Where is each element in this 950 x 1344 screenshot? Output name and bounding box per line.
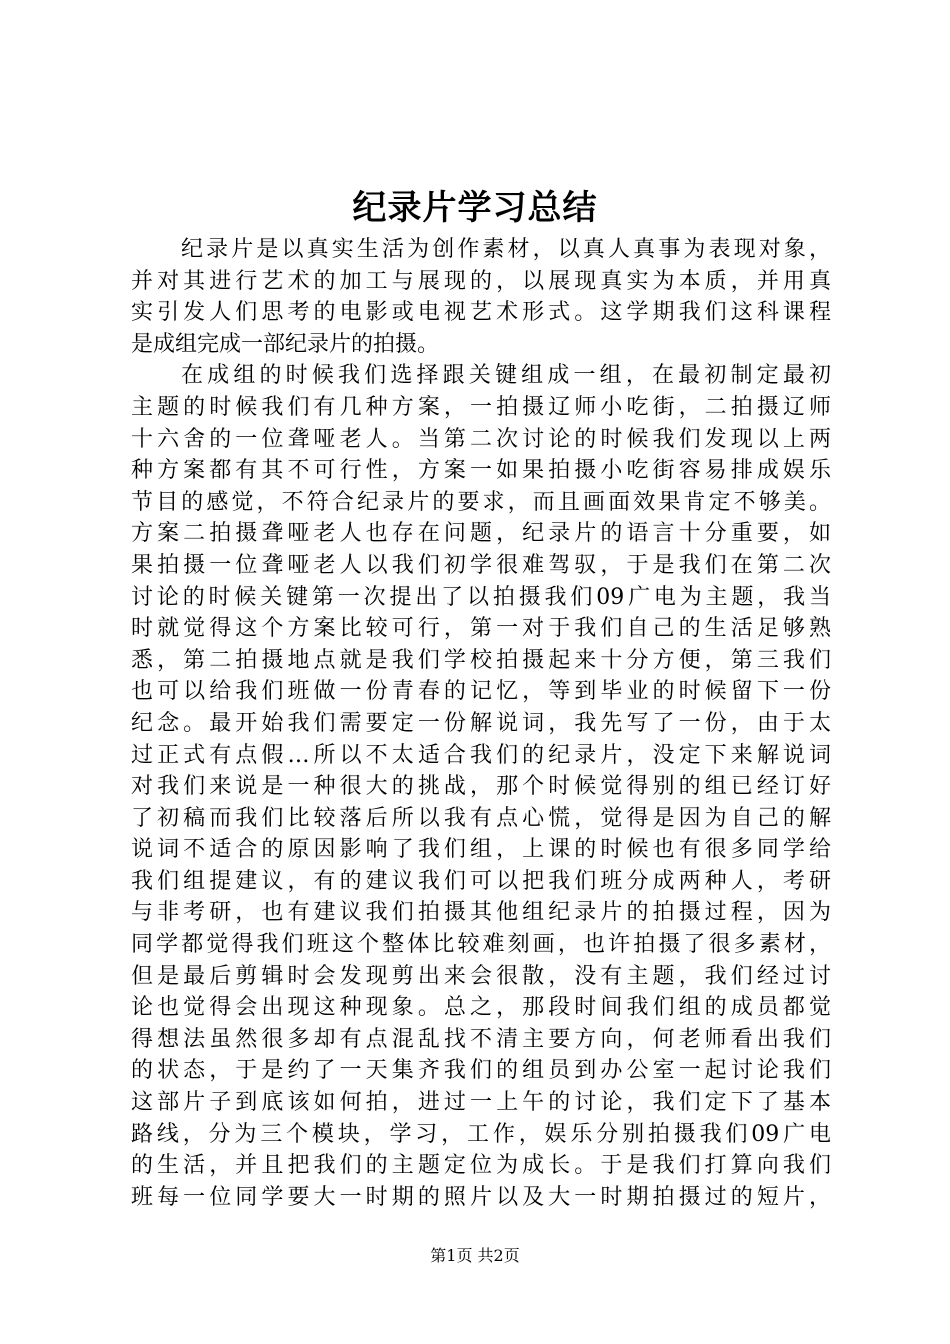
text-line: 说词不适合的原因影响了我们组，上课的时候也有很多同学给 (131, 837, 831, 863)
text-line: 是成组完成一部纪录片的拍摄。 (131, 331, 440, 357)
text-line: 果拍摄一位聋哑老人以我们初学很难驾驭，于是我们在第二次 (131, 552, 831, 578)
text-line: 对我们来说是一种很大的挑战，那个时候觉得别的组已经订好 (131, 774, 831, 800)
text-line: 实引发人们思考的电影或电视艺术形式。这学期我们这科课程 (131, 300, 831, 326)
text-line: 方案二拍摄聋哑老人也存在问题，纪录片的语言十分重要，如 (131, 521, 831, 547)
text-line: 十六舍的一位聋哑老人。当第二次讨论的时候我们发现以上两 (131, 426, 831, 452)
text-line: 在成组的时候我们选择跟关键组成一组，在最初制定最初 (181, 363, 831, 389)
text-line: 也可以给我们班做一份青春的记忆，等到毕业的时候留下一份 (131, 679, 831, 705)
text-line: 并对其进行艺术的加工与展现的，以展现真实为本质，并用真 (131, 268, 831, 294)
text-line: 主题的时候我们有几种方案，一拍摄辽师小吃街，二拍摄辽师 (131, 394, 831, 420)
text-line: 同学都觉得我们班这个整体比较难刻画，也许拍摄了很多素材， (131, 932, 831, 958)
document-body (131, 234, 831, 1213)
text-line: 班每一位同学要大一时期的照片以及大一时期拍摄过的短片， (131, 1184, 831, 1210)
text-line: 讨论的时候关键第一次提出了以拍摄我们09广电为主题，我当 (131, 584, 831, 610)
text-line: 了初稿而我们比较落后所以我有点心慌，觉得是因为自己的解 (131, 805, 831, 831)
text-line: 纪念。最开始我们需要定一份解说词，我先写了一份，由于太 (131, 710, 831, 736)
text-line: 路线，分为三个模块，学习，工作，娱乐分别拍摄我们09广电 (131, 1121, 831, 1147)
text-line: 节目的感觉，不符合纪录片的要求，而且画面效果肯定不够美。 (131, 489, 831, 515)
text-line: 论也觉得会出现这种现象。总之，那段时间我们组的成员都觉 (131, 995, 831, 1021)
text-line: 过正式有点假…所以不太适合我们的纪录片，没定下来解说词 (131, 742, 831, 768)
text-line: 纪录片是以真实生活为创作素材，以真人真事为表现对象， (181, 237, 831, 262)
text-line: 但是最后剪辑时会发现剪出来会很散，没有主题，我们经过讨 (131, 963, 831, 989)
page-footer: 第1页 共2页 (430, 1246, 520, 1265)
text-line: 的生活，并且把我们的主题定位为成长。于是我们打算向我们 (131, 1153, 831, 1179)
text-line: 的状态，于是约了一天集齐我们的组员到办公室一起讨论我们 (131, 1058, 831, 1084)
text-line: 这部片子到底该如何拍，进过一上午的讨论，我们定下了基本 (131, 1090, 831, 1116)
text-line: 悉，第二拍摄地点就是我们学校拍摄起来十分方便，第三我们 (131, 647, 831, 673)
text-line: 得想法虽然很多却有点混乱找不清主要方向，何老师看出我们 (131, 1026, 831, 1052)
text-line: 种方案都有其不可行性，方案一如果拍摄小吃街容易排成娱乐 (131, 458, 831, 484)
text-line: 时就觉得这个方案比较可行，第一对于我们自己的生活足够熟 (131, 616, 831, 642)
text-line: 我们组提建议，有的建议我们可以把我们班分成两种人，考研 (131, 868, 831, 894)
text-line: 与非考研，也有建议我们拍摄其他组纪录片的拍摄过程，因为 (131, 900, 831, 926)
document-title: 纪录片学习总结 (352, 188, 598, 228)
